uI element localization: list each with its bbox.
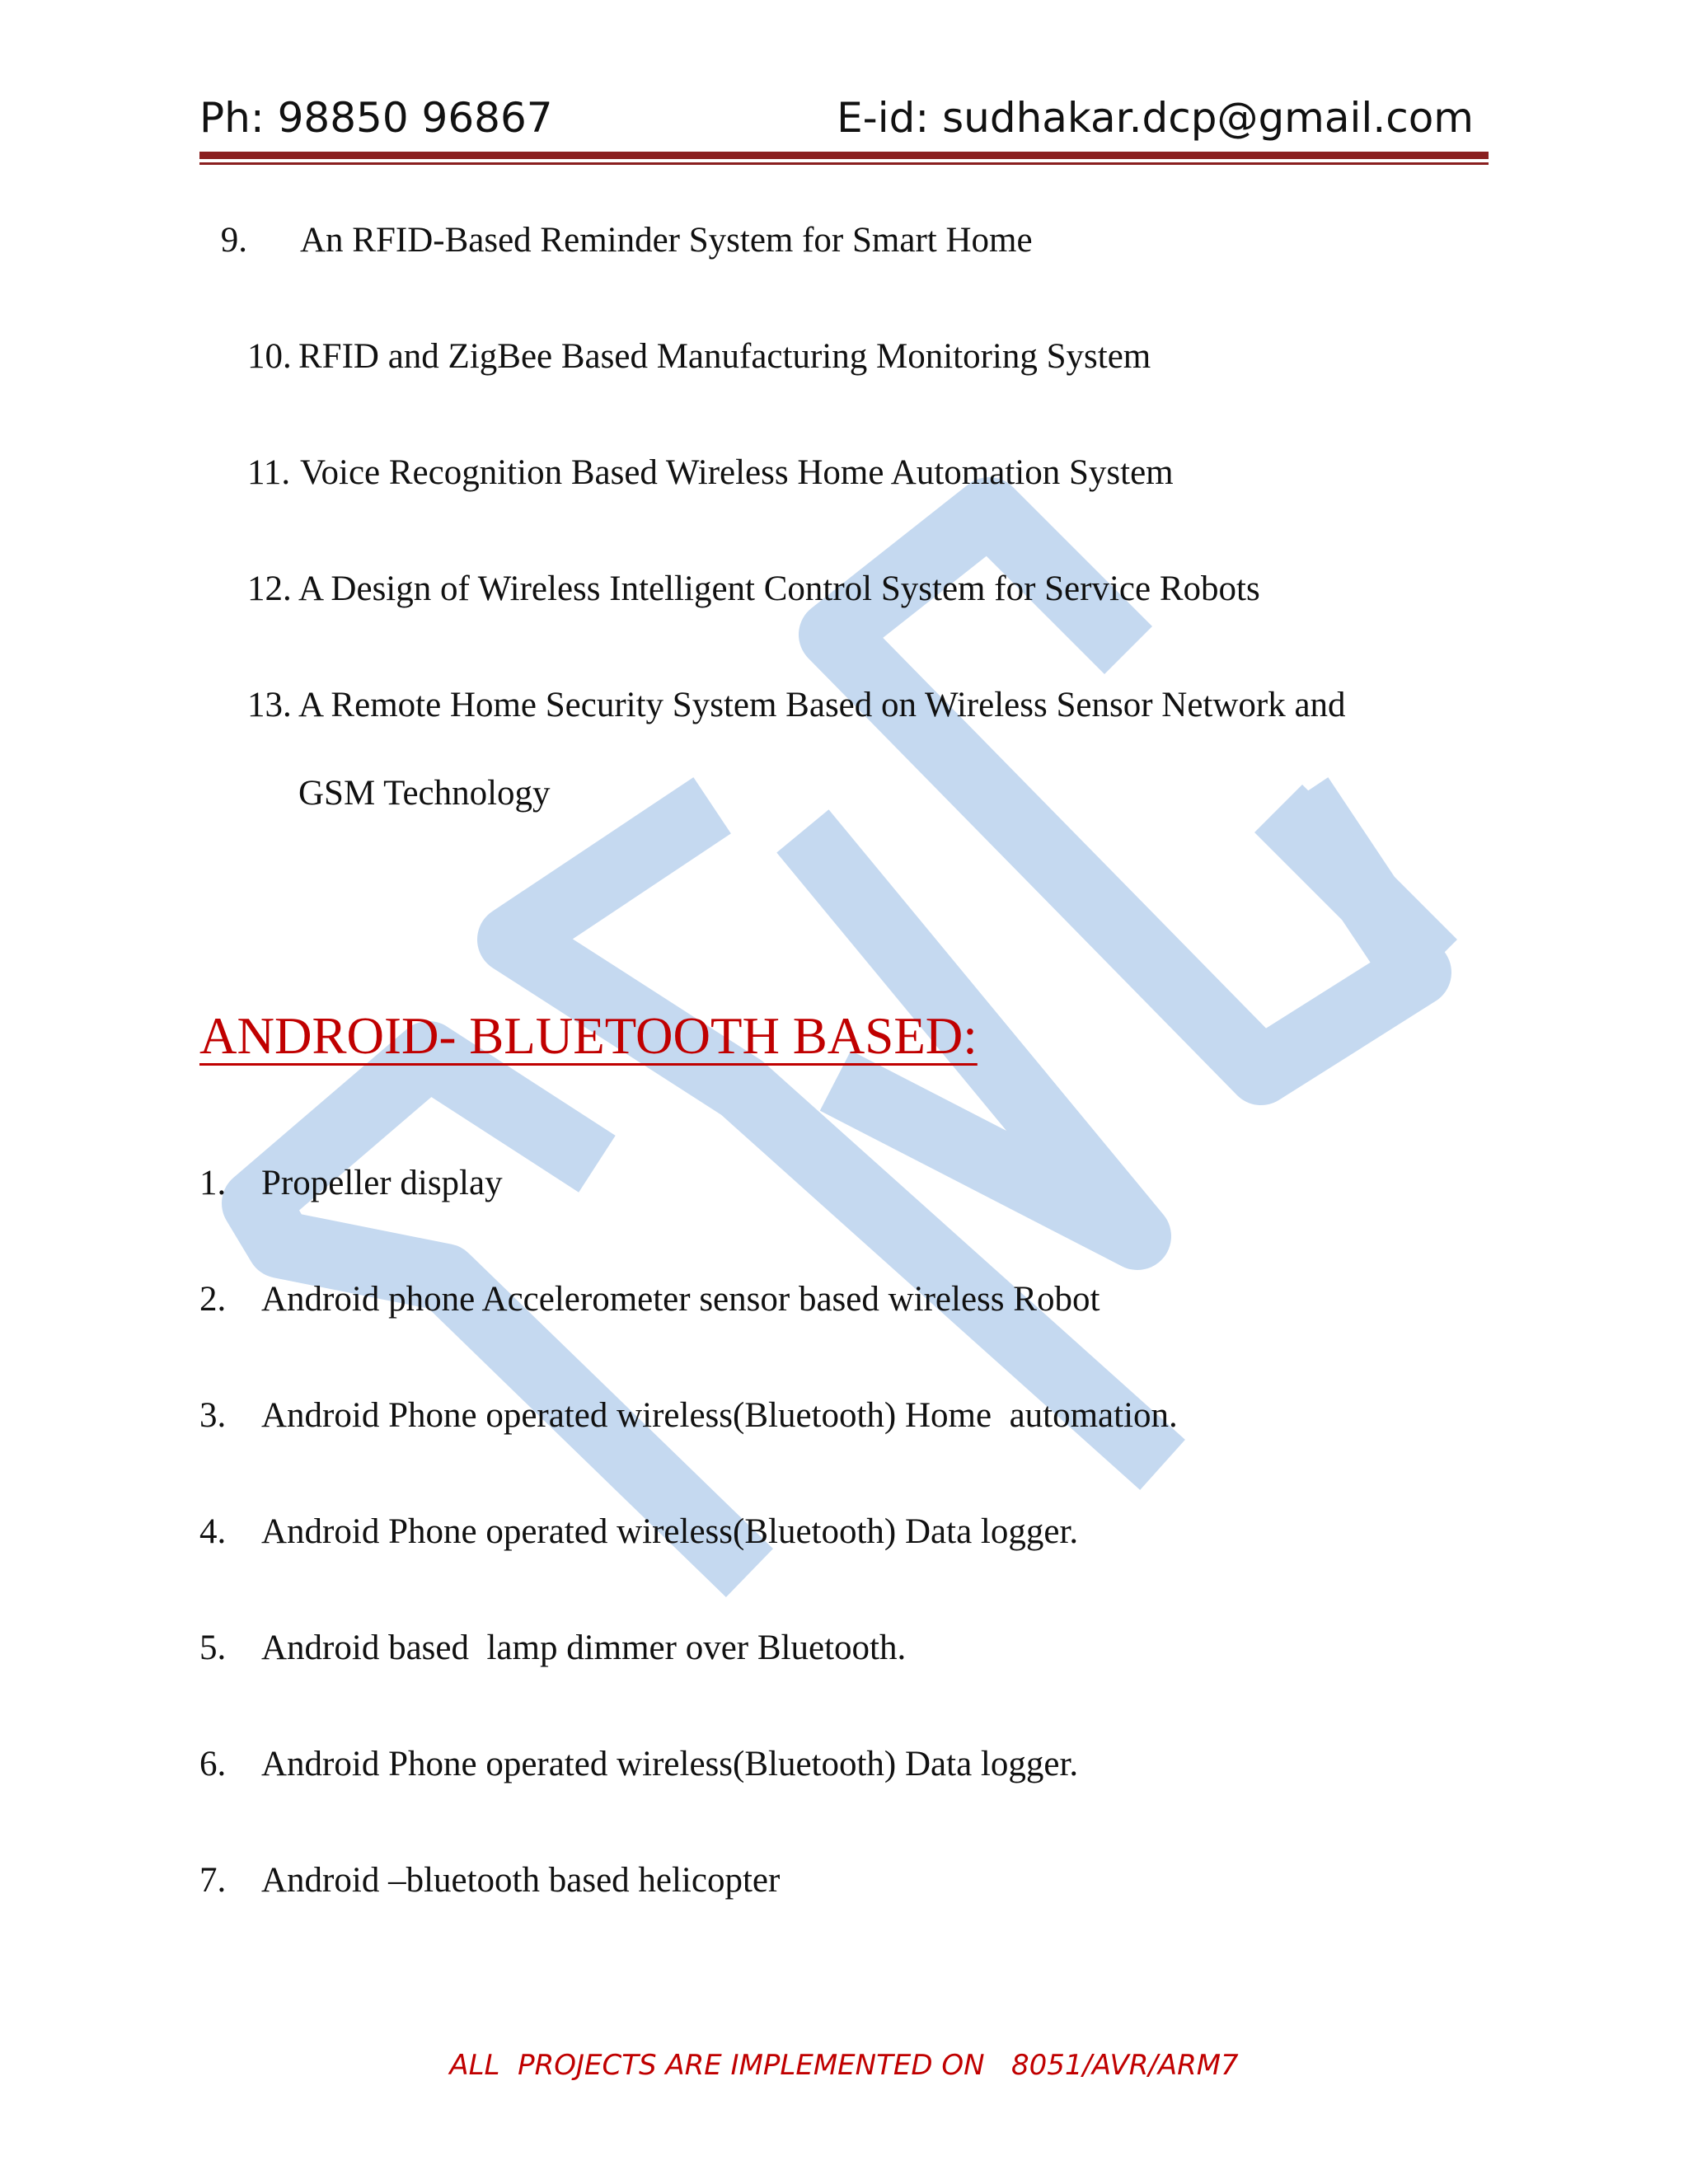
list-number: 12. [247,569,292,608]
list-number: 3. [199,1396,227,1435]
list-text: An RFID-Based Reminder System for Smart Home [300,221,1033,260]
list-text: Android phone Accelerometer sensor based wireless Robot [261,1280,1100,1319]
list-item-continuation [298,776,551,811]
list-text: A Remote Home Security System Based on Wireless Sensor Network and [298,686,1346,724]
list-text: Propeller display [261,1164,503,1202]
list-number: 7. [199,1861,227,1900]
list-text: A Design of Wireless Intelligent Control System for Service Robots [298,569,1260,608]
list-text: Android –bluetooth based helicopter [261,1861,781,1900]
list-text: GSM Technology [298,774,551,813]
list-text: RFID and ZigBee Based Manufacturing Monitoring System [298,337,1151,376]
header-phone: Ph: 98850 96867 [199,94,553,142]
list-text: Android Phone operated wireless(Bluetooth) Data logger. [261,1512,1079,1551]
header-email: E-id: sudhakar.dcp@gmail.com [837,94,1474,142]
list-number: 4. [199,1512,227,1551]
list-text: Android Phone operated wireless(Bluetooth) Data logger. [261,1745,1079,1783]
list-text: Android Phone operated wireless(Bluetooth) Home automation. [261,1396,1178,1435]
list-number: 5. [199,1629,227,1667]
list-number: 11. [247,453,291,492]
list-text: Voice Recognition Based Wireless Home Automation System [300,453,1174,492]
list-text: Android based lamp dimmer over Bluetooth. [261,1629,907,1667]
section-heading: ANDROID- BLUETOOTH BASED: [199,1007,978,1065]
list-number: 13. [247,686,292,724]
footer-note: ALL PROJECTS ARE IMPLEMENTED ON 8051/AVR/ARM7 [449,2049,1239,2082]
header-rule [199,152,1489,159]
list-number: 2. [199,1280,227,1319]
list-number: 10. [247,337,292,376]
header-rule-thin [199,162,1489,165]
list-number: 9. [220,221,247,260]
list-number: 1. [199,1164,227,1202]
list-number: 6. [199,1745,227,1783]
